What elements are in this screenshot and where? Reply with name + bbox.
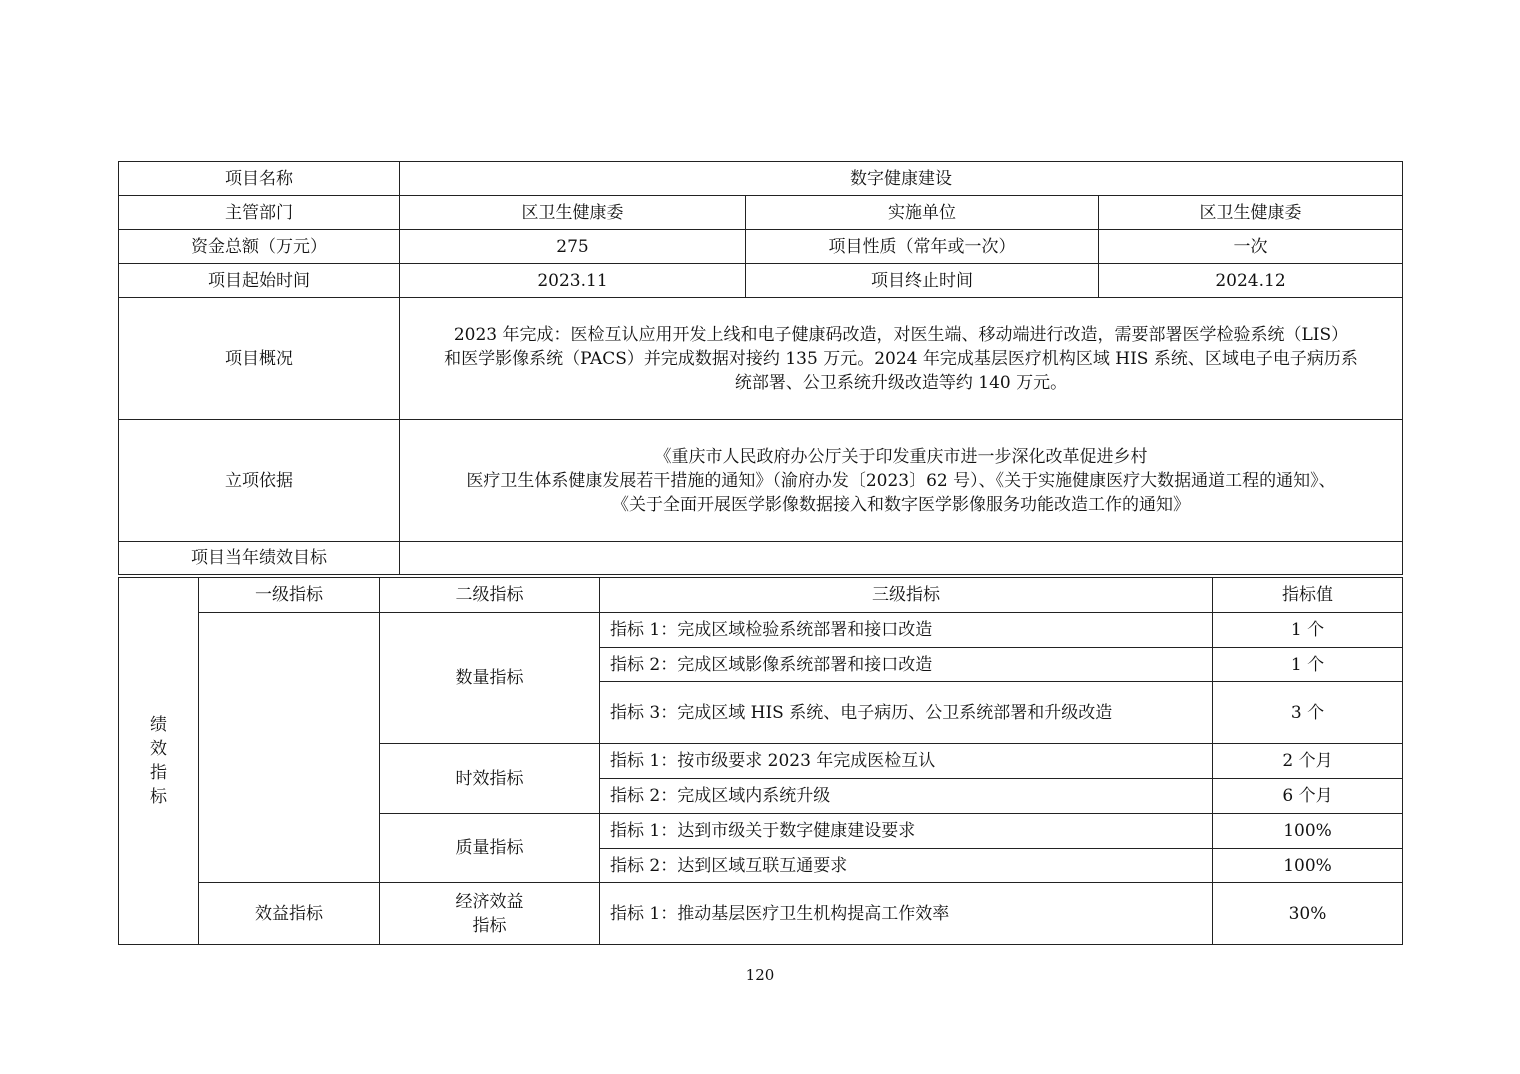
indicator-text: 指标 1：按市级要求 2023 年完成医检互认 (600, 744, 1213, 779)
indicator-text: 指标 2：达到区域互联互通要求 (600, 849, 1213, 883)
indicator-value: 2 个月 (1213, 744, 1403, 779)
header-row (119, 578, 1403, 613)
basis-line: 《重庆市人民政府办公厅关于印发重庆市进一步深化改革促进乡村 (654, 446, 1148, 467)
start-time-label: 项目起始时间 (119, 264, 400, 298)
basis-label: 立项依据 (119, 420, 400, 542)
row-department (119, 196, 1403, 230)
row-period (119, 264, 1403, 298)
timeliness-indicator-label: 时效指标 (380, 744, 600, 814)
annual-goal-value (400, 542, 1403, 575)
table-row (119, 883, 1403, 945)
page-number: 120 (745, 966, 775, 984)
indicator-value: 6 个月 (1213, 779, 1403, 814)
overview-line: 统部署、公卫系统升级改造等约 140 万元。 (734, 372, 1068, 393)
implementer-label: 实施单位 (746, 196, 1099, 230)
basis-line: 《关于全面开展医学影像数据接入和数字医学影像服务功能改造工作的通知》 (612, 494, 1190, 515)
indicator-text: 指标 2：完成区域影像系统部署和接口改造 (600, 648, 1213, 682)
overview-line: 2023 年完成：医检互认应用开发上线和电子健康码改造，对医生端、移动端进行改造，需要部署医学检验系统（LIS） (453, 324, 1349, 345)
indicator-value: 30% (1213, 883, 1403, 945)
performance-side-label: 绩 效 指 标 (119, 578, 199, 945)
level1-output-cell (199, 613, 380, 883)
indicator-text: 指标 1：达到市级关于数字健康建设要求 (600, 814, 1213, 849)
department-value: 区卫生健康委 (400, 196, 746, 230)
row-project-name (119, 162, 1403, 196)
funding-label: 资金总额（万元） (119, 230, 400, 264)
benefit-level1-label: 效益指标 (199, 883, 380, 945)
implementer-value: 区卫生健康委 (1099, 196, 1403, 230)
project-info-table (118, 161, 1403, 575)
basis-line: 医疗卫生体系健康发展若干措施的通知》（渝府办发〔2023〕62 号）、《关于实施健康医疗大数据通道工程的通知》、 (466, 470, 1336, 491)
nature-value: 一次 (1099, 230, 1403, 264)
annual-goal-label: 项目当年绩效目标 (119, 542, 400, 575)
row-annual-goal (119, 542, 1403, 575)
quality-indicator-label: 质量指标 (380, 814, 600, 883)
project-name-label: 项目名称 (119, 162, 400, 196)
department-label: 主管部门 (119, 196, 400, 230)
performance-indicator-table (118, 577, 1403, 945)
indicator-value: 1 个 (1213, 648, 1403, 682)
header-level3: 三级指标 (600, 578, 1213, 613)
funding-value: 275 (400, 230, 746, 264)
overview-label: 项目概况 (119, 298, 400, 420)
indicator-value: 100% (1213, 849, 1403, 883)
end-time-value: 2024.12 (1099, 264, 1403, 298)
row-funding (119, 230, 1403, 264)
start-time-value: 2023.11 (400, 264, 746, 298)
row-basis (119, 420, 1403, 542)
indicator-text: 指标 2：完成区域内系统升级 (600, 779, 1213, 814)
nature-label: 项目性质（常年或一次） (746, 230, 1099, 264)
table-row (119, 613, 1403, 648)
economic-benefit-label: 经济效益 指标 (380, 883, 600, 945)
indicator-text: 指标 1：推动基层医疗卫生机构提高工作效率 (600, 883, 1213, 945)
overview-text (400, 298, 1403, 420)
indicator-text: 指标 1：完成区域检验系统部署和接口改造 (600, 613, 1213, 648)
header-level1: 一级指标 (199, 578, 380, 613)
project-name-value: 数字健康建设 (400, 162, 1403, 196)
quantity-indicator-label: 数量指标 (380, 613, 600, 744)
basis-text (400, 420, 1403, 542)
overview-line: 和医学影像系统（PACS）并完成数据对接约 135 万元。2024 年完成基层医疗机构区域 HIS 系统、区域电子电子病历系 (444, 348, 1358, 369)
header-level2: 二级指标 (380, 578, 600, 613)
row-overview (119, 298, 1403, 420)
indicator-value: 100% (1213, 814, 1403, 849)
header-value: 指标值 (1213, 578, 1403, 613)
indicator-value: 1 个 (1213, 613, 1403, 648)
end-time-label: 项目终止时间 (746, 264, 1099, 298)
indicator-value: 3 个 (1213, 682, 1403, 744)
indicator-text: 指标 3：完成区域 HIS 系统、电子病历、公卫系统部署和升级改造 (600, 682, 1213, 744)
